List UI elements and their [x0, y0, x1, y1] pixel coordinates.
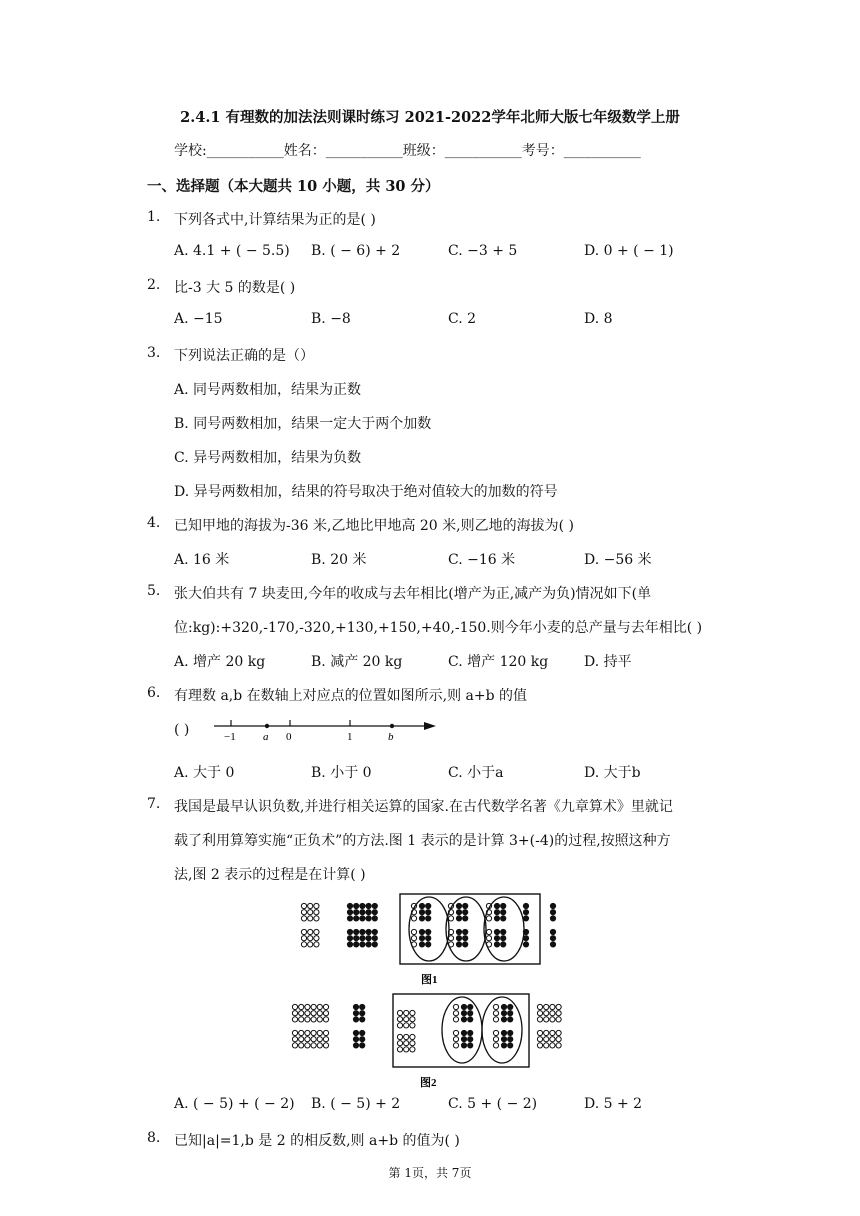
option-b: B. ( − 5) + 2: [311, 1096, 401, 1112]
black-rod-bead: [360, 1030, 365, 1035]
point-b-label: b: [388, 731, 394, 743]
white-rod-bead: [453, 1030, 458, 1035]
black-rod-bead: [360, 929, 365, 934]
question-text: 我国是最早认识负数,并进行相关运算的国家.在古代数学名著《九章算术》里就记: [174, 799, 673, 815]
black-rod-bead: [461, 1011, 466, 1016]
white-rod-bead: [556, 1004, 561, 1009]
black-rod-bead: [426, 916, 431, 921]
black-rod-bead: [550, 910, 555, 915]
white-rod-bead: [292, 1030, 297, 1035]
white-rod-bead: [453, 1043, 458, 1048]
white-rod-bead: [292, 1043, 297, 1048]
option-b: B. 小于 0: [311, 765, 372, 781]
question-text: 比-3 大 5 的数是( ): [174, 280, 296, 296]
white-rod-bead: [314, 936, 319, 941]
black-rod-bead: [501, 1004, 506, 1009]
option-d: D. 5 + 2: [584, 1096, 643, 1112]
white-rod-bead: [317, 1037, 322, 1042]
white-rod-bead: [556, 1017, 561, 1022]
option-a: A. 4.1 + ( − 5.5): [174, 243, 290, 259]
black-rod-bead: [494, 936, 499, 941]
white-rod-bead: [323, 1004, 328, 1009]
white-rod-bead: [404, 1047, 409, 1052]
white-rod-bead: [308, 916, 313, 921]
white-rod-bead: [453, 1037, 458, 1042]
white-rod-bead: [411, 929, 416, 934]
black-rod-bead: [468, 1011, 473, 1016]
black-rod-bead: [523, 910, 528, 915]
tick-label-1: 1: [347, 731, 353, 743]
black-rod-bead: [347, 903, 352, 908]
black-rod-bead: [494, 942, 499, 947]
white-rod-bead: [404, 1017, 409, 1022]
white-rod-bead: [292, 1017, 297, 1022]
black-rod-bead: [501, 1037, 506, 1042]
black-rod-bead: [468, 1030, 473, 1035]
black-rod-bead: [501, 942, 506, 947]
black-rod-bead: [508, 1030, 513, 1035]
white-rod-bead: [410, 1017, 415, 1022]
white-rod-bead: [486, 936, 491, 941]
option-a: A. 同号两数相加，结果为正数: [174, 382, 362, 398]
black-rod-bead: [347, 916, 352, 921]
question-number: 8.: [147, 1130, 161, 1146]
white-rod-bead: [537, 1037, 542, 1042]
white-rod-bead: [314, 903, 319, 908]
white-rod-bead: [550, 1017, 555, 1022]
black-rod-bead: [353, 1043, 358, 1048]
white-rod-bead: [486, 916, 491, 921]
white-rod-bead: [397, 1017, 402, 1022]
white-rod-bead: [305, 1004, 310, 1009]
black-rod-bead: [353, 1017, 358, 1022]
white-rod-bead: [308, 903, 313, 908]
white-rod-bead: [301, 916, 306, 921]
black-rod-bead: [360, 916, 365, 921]
black-rod-bead: [353, 1030, 358, 1035]
white-rod-bead: [556, 1043, 561, 1048]
black-rod-bead: [372, 916, 377, 921]
black-rod-bead: [523, 936, 528, 941]
white-rod-bead: [311, 1030, 316, 1035]
white-rod-bead: [397, 1023, 402, 1028]
black-rod-bead: [372, 910, 377, 915]
black-rod-bead: [360, 1043, 365, 1048]
black-rod-bead: [508, 1043, 513, 1048]
black-rod-bead: [501, 1011, 506, 1016]
black-rod-bead: [366, 916, 371, 921]
black-rod-bead: [419, 910, 424, 915]
black-rod-bead: [366, 910, 371, 915]
black-rod-bead: [494, 903, 499, 908]
white-rod-bead: [314, 929, 319, 934]
black-rod-bead: [354, 942, 359, 947]
white-rod-bead: [311, 1011, 316, 1016]
white-rod-bead: [301, 942, 306, 947]
question-text: 已知甲地的海拔为-36 米,乙地比甲地高 20 米,则乙地的海拔为( ): [174, 518, 574, 534]
white-rod-bead: [323, 1030, 328, 1035]
option-b: B. 20 米: [311, 552, 367, 568]
black-rod-bead: [456, 916, 461, 921]
point-a-label: a: [263, 731, 269, 743]
page-title: 2.4.1 有理数的加法法则课时练习 2021-2022学年北师大版七年级数学上册: [180, 109, 680, 126]
black-rod-bead: [456, 910, 461, 915]
option-d: D. 异号两数相加，结果的符号取决于绝对值较大的加数的符号: [174, 484, 558, 500]
white-rod-bead: [493, 1004, 498, 1009]
white-rod-bead: [544, 1011, 549, 1016]
black-rod-bead: [501, 1030, 506, 1035]
white-rod-bead: [448, 936, 453, 941]
white-rod-bead: [556, 1030, 561, 1035]
black-rod-bead: [372, 929, 377, 934]
white-rod-bead: [404, 1023, 409, 1028]
black-rod-bead: [366, 942, 371, 947]
white-rod-bead: [301, 903, 306, 908]
white-rod-bead: [323, 1017, 328, 1022]
white-rod-bead: [493, 1017, 498, 1022]
black-rod-bead: [426, 910, 431, 915]
option-c: C. 5 + ( − 2): [448, 1096, 538, 1112]
black-rod-bead: [550, 916, 555, 921]
question-text: 已知|a|=1,b 是 2 的相反数,则 a+b 的值为( ): [174, 1133, 460, 1149]
black-rod-bead: [523, 942, 528, 947]
black-rod-bead: [456, 942, 461, 947]
white-rod-bead: [311, 1037, 316, 1042]
white-rod-bead: [305, 1043, 310, 1048]
question-number: 7.: [147, 796, 161, 812]
black-rod-bead: [468, 1043, 473, 1048]
black-rod-bead: [463, 936, 468, 941]
white-rod-bead: [410, 1041, 415, 1046]
student-info-line: 学校:___________姓名：___________班级：___________考号：___________: [174, 143, 641, 159]
black-rod-bead: [372, 936, 377, 941]
white-rod-bead: [397, 1047, 402, 1052]
question-text-line-3: 法,图 2 表示的过程是在计算( ): [174, 867, 366, 883]
white-rod-bead: [308, 936, 313, 941]
white-rod-bead: [292, 1011, 297, 1016]
question-text: 下列说法正确的是（）: [174, 348, 314, 364]
white-rod-bead: [317, 1004, 322, 1009]
black-rod-bead: [353, 1037, 358, 1042]
white-rod-bead: [308, 942, 313, 947]
white-rod-bead: [411, 916, 416, 921]
question-text-line-2: 位:kg):+320,-170,-320,+130,+150,+40,-150.则今年小麦的总产量与去年相比( ): [174, 620, 703, 636]
white-rod-bead: [305, 1030, 310, 1035]
black-rod-bead: [426, 929, 431, 934]
black-rod-bead: [353, 1004, 358, 1009]
black-rod-bead: [419, 942, 424, 947]
black-rod-bead: [461, 1004, 466, 1009]
black-rod-bead: [523, 916, 528, 921]
white-rod-bead: [493, 1030, 498, 1035]
figure-2-caption: 图2: [420, 1077, 437, 1089]
white-rod-bead: [305, 1011, 310, 1016]
question-number: 2.: [147, 277, 161, 293]
black-rod-bead: [501, 903, 506, 908]
option-a: A. 16 米: [174, 552, 230, 568]
black-rod-bead: [347, 936, 352, 941]
tick-label-0: 0: [286, 731, 292, 743]
white-rod-bead: [410, 1023, 415, 1028]
black-rod-bead: [366, 903, 371, 908]
white-rod-bead: [486, 929, 491, 934]
option-b: B. 同号两数相加，结果一定大于两个加数: [174, 416, 432, 432]
fig2-rods: [292, 1004, 561, 1052]
white-rod-bead: [537, 1017, 542, 1022]
white-rod-bead: [292, 1037, 297, 1042]
black-rod-bead: [523, 903, 528, 908]
option-d: D. −56 米: [584, 552, 652, 568]
black-rod-bead: [360, 1004, 365, 1009]
white-rod-bead: [550, 1011, 555, 1016]
black-rod-bead: [461, 1037, 466, 1042]
option-d: D. 持平: [584, 654, 632, 670]
white-rod-bead: [537, 1011, 542, 1016]
black-rod-bead: [550, 903, 555, 908]
black-rod-bead: [508, 1004, 513, 1009]
white-rod-bead: [537, 1004, 542, 1009]
black-rod-bead: [426, 942, 431, 947]
white-rod-bead: [544, 1043, 549, 1048]
black-rod-bead: [461, 1017, 466, 1022]
option-c: C. 小于a: [448, 765, 504, 781]
white-rod-bead: [299, 1011, 304, 1016]
question-number: 4.: [147, 515, 161, 531]
black-rod-bead: [354, 903, 359, 908]
black-rod-bead: [468, 1017, 473, 1022]
white-rod-bead: [308, 929, 313, 934]
white-rod-bead: [299, 1043, 304, 1048]
white-rod-bead: [410, 1047, 415, 1052]
black-rod-bead: [508, 1011, 513, 1016]
black-rod-bead: [360, 936, 365, 941]
white-rod-bead: [317, 1043, 322, 1048]
black-rod-bead: [501, 910, 506, 915]
question-number: 1.: [147, 209, 161, 225]
black-rod-bead: [426, 903, 431, 908]
black-rod-bead: [347, 929, 352, 934]
option-a: A. 增产 20 kg: [174, 654, 266, 670]
black-rod-bead: [419, 936, 424, 941]
question-text: 有理数 a,b 在数轴上对应点的位置如图所示,则 a+b 的值: [174, 688, 528, 704]
white-rod-bead: [323, 1037, 328, 1042]
black-rod-bead: [354, 910, 359, 915]
white-rod-bead: [544, 1030, 549, 1035]
counting-rods-figure-2: [290, 993, 580, 1091]
white-rod-bead: [301, 929, 306, 934]
option-c: C. −3 + 5: [448, 243, 518, 259]
black-rod-bead: [550, 936, 555, 941]
black-rod-bead: [456, 929, 461, 934]
white-rod-bead: [311, 1043, 316, 1048]
black-rod-bead: [494, 916, 499, 921]
white-rod-bead: [317, 1017, 322, 1022]
white-rod-bead: [317, 1030, 322, 1035]
black-rod-bead: [360, 1037, 365, 1042]
black-rod-bead: [360, 1011, 365, 1016]
black-rod-bead: [360, 1017, 365, 1022]
option-a: A. 大于 0: [174, 765, 235, 781]
white-rod-bead: [323, 1011, 328, 1016]
white-rod-bead: [404, 1034, 409, 1039]
white-rod-bead: [550, 1037, 555, 1042]
option-c: C. 异号两数相加，结果为负数: [174, 450, 362, 466]
question-text-line-2: ( ): [174, 722, 190, 738]
white-rod-bead: [292, 1004, 297, 1009]
black-rod-bead: [501, 1017, 506, 1022]
black-rod-bead: [468, 1037, 473, 1042]
white-rod-bead: [556, 1011, 561, 1016]
white-rod-bead: [453, 1011, 458, 1016]
black-rod-bead: [508, 1017, 513, 1022]
question-text-line-2: 载了利用算筹实施“正负术”的方法.图 1 表示的是计算 3+(-4)的过程,按照这种方: [174, 833, 671, 849]
black-rod-bead: [461, 1043, 466, 1048]
white-rod-bead: [448, 916, 453, 921]
black-rod-bead: [501, 929, 506, 934]
black-rod-bead: [354, 936, 359, 941]
white-rod-bead: [537, 1030, 542, 1035]
white-rod-bead: [305, 1017, 310, 1022]
black-rod-bead: [419, 903, 424, 908]
fig1-rods: [301, 903, 555, 947]
option-b: B. 减产 20 kg: [311, 654, 403, 670]
white-rod-bead: [493, 1037, 498, 1042]
white-rod-bead: [301, 936, 306, 941]
section-heading: 一、选择题（本大题共 10 小题，共 30 分）: [147, 178, 440, 195]
white-rod-bead: [550, 1043, 555, 1048]
white-rod-bead: [410, 1010, 415, 1015]
option-b: B. −8: [311, 311, 351, 327]
option-c: C. 2: [448, 311, 477, 327]
figure-1-caption: 图1: [421, 974, 438, 986]
white-rod-bead: [453, 1004, 458, 1009]
black-rod-bead: [501, 1043, 506, 1048]
white-rod-bead: [550, 1030, 555, 1035]
black-rod-bead: [494, 910, 499, 915]
white-rod-bead: [544, 1004, 549, 1009]
black-rod-bead: [372, 942, 377, 947]
option-d: D. 大于b: [584, 765, 641, 781]
white-rod-bead: [299, 1030, 304, 1035]
black-rod-bead: [463, 903, 468, 908]
black-rod-bead: [463, 942, 468, 947]
option-c: C. 增产 120 kg: [448, 654, 549, 670]
white-rod-bead: [397, 1010, 402, 1015]
option-a: A. ( − 5) + ( − 2): [174, 1096, 295, 1112]
tick-label-minus-1: −1: [224, 731, 236, 743]
black-rod-bead: [468, 1004, 473, 1009]
black-rod-bead: [550, 942, 555, 947]
black-rod-bead: [508, 1037, 513, 1042]
question-text: 下列各式中,计算结果为正的是( ): [174, 212, 376, 228]
black-rod-bead: [550, 929, 555, 934]
black-rod-bead: [463, 910, 468, 915]
counting-rods-figure-1: [296, 892, 566, 988]
white-rod-bead: [308, 910, 313, 915]
question-number: 6.: [147, 685, 161, 701]
black-rod-bead: [426, 936, 431, 941]
white-rod-bead: [544, 1037, 549, 1042]
white-rod-bead: [411, 936, 416, 941]
white-rod-bead: [544, 1017, 549, 1022]
black-rod-bead: [347, 942, 352, 947]
option-c: C. −16 米: [448, 552, 516, 568]
white-rod-bead: [537, 1043, 542, 1048]
white-rod-bead: [317, 1011, 322, 1016]
black-rod-bead: [494, 929, 499, 934]
page-footer: 第 1页，共 7页: [388, 1166, 472, 1180]
white-rod-bead: [299, 1004, 304, 1009]
black-rod-bead: [501, 936, 506, 941]
white-rod-bead: [314, 916, 319, 921]
white-rod-bead: [305, 1037, 310, 1042]
white-rod-bead: [493, 1043, 498, 1048]
black-rod-bead: [456, 936, 461, 941]
black-rod-bead: [366, 936, 371, 941]
black-rod-bead: [456, 903, 461, 908]
option-a: A. −15: [174, 311, 223, 327]
black-rod-bead: [366, 929, 371, 934]
black-rod-bead: [353, 1011, 358, 1016]
white-rod-bead: [397, 1041, 402, 1046]
black-rod-bead: [419, 916, 424, 921]
white-rod-bead: [314, 942, 319, 947]
white-rod-bead: [299, 1017, 304, 1022]
white-rod-bead: [301, 910, 306, 915]
white-rod-bead: [453, 1017, 458, 1022]
black-rod-bead: [354, 916, 359, 921]
question-number: 5.: [147, 583, 161, 599]
white-rod-bead: [556, 1037, 561, 1042]
white-rod-bead: [404, 1010, 409, 1015]
black-rod-bead: [372, 903, 377, 908]
white-rod-bead: [493, 1011, 498, 1016]
white-rod-bead: [410, 1034, 415, 1039]
black-rod-bead: [419, 929, 424, 934]
black-rod-bead: [463, 916, 468, 921]
black-rod-bead: [360, 910, 365, 915]
question-number: 3.: [147, 345, 161, 361]
white-rod-bead: [314, 910, 319, 915]
option-d: D. 0 + ( − 1): [584, 243, 674, 259]
white-rod-bead: [397, 1034, 402, 1039]
white-rod-bead: [404, 1041, 409, 1046]
white-rod-bead: [311, 1017, 316, 1022]
option-d: D. 8: [584, 311, 613, 327]
black-rod-bead: [463, 929, 468, 934]
white-rod-bead: [299, 1037, 304, 1042]
black-rod-bead: [461, 1030, 466, 1035]
black-rod-bead: [360, 903, 365, 908]
black-rod-bead: [354, 929, 359, 934]
white-rod-bead: [311, 1004, 316, 1009]
question-text: 张大伯共有 7 块麦田,今年的收成与去年相比(增产为正,减产为负)情况如下(单: [174, 586, 652, 602]
black-rod-bead: [501, 916, 506, 921]
black-rod-bead: [347, 910, 352, 915]
black-rod-bead: [360, 942, 365, 947]
white-rod-bead: [550, 1004, 555, 1009]
number-line-figure: [210, 712, 440, 744]
option-b: B. ( − 6) + 2: [311, 243, 401, 259]
white-rod-bead: [323, 1043, 328, 1048]
